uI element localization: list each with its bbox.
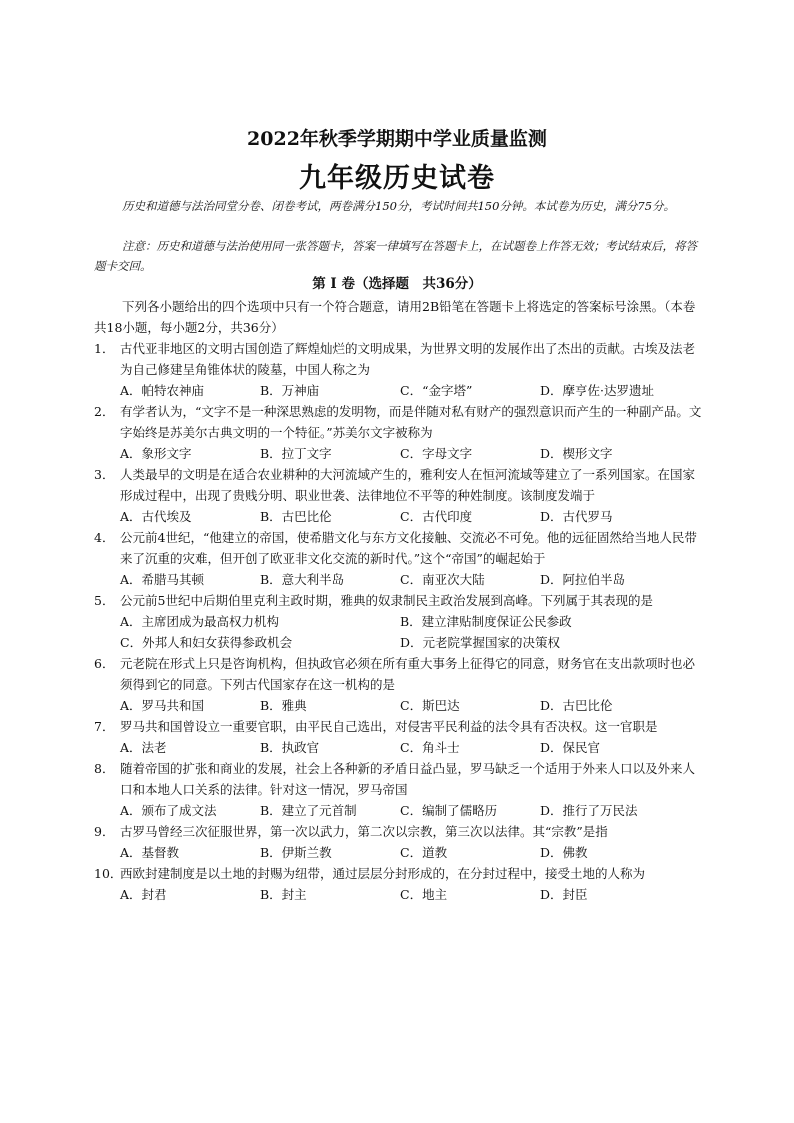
option-b: B．意大利半岛 — [260, 572, 345, 587]
option-row — [120, 443, 706, 464]
option-a: A．法老 — [120, 740, 167, 755]
question-text: 公元前4世纪，“他建立的帝国，使希腊文化与东方文化接触、交流必不可免。他的远征固然给当地人民带来了沉重的灾难，但开创了欧亚非文化交流的新时代。”这个“帝国”的崛起始于 — [120, 530, 697, 566]
option-a: A．古代埃及 — [120, 509, 192, 524]
option-row — [120, 884, 706, 905]
option-a: A．封君 — [120, 887, 167, 902]
question-text: 公元前5世纪中后期伯里克利主政时期，雅典的奴隶制民主政治发展到高峰。下列属于其表现的是 — [120, 593, 653, 608]
option-c: C．古代印度 — [400, 509, 473, 524]
question-item — [94, 338, 706, 401]
option-b: B．万神庙 — [260, 383, 320, 398]
option-c: C．编制了儒略历 — [400, 803, 498, 818]
question-text: 罗马共和国曾设立一重要官职，由平民自己选出，对侵害平民利益的法令具有否决权。这一官职是 — [120, 719, 658, 734]
exam-subtitle: 九年级历史试卷 — [299, 163, 495, 194]
question-number: 4． — [94, 530, 115, 545]
option-d: D．楔形文字 — [540, 446, 613, 461]
question-number: 1． — [94, 341, 115, 356]
option-b: B．建立津贴制度保证公民参政 — [400, 614, 572, 629]
question-number: 3． — [94, 467, 115, 482]
question-number: 6． — [94, 656, 115, 671]
option-c: C．南亚次大陆 — [400, 572, 485, 587]
question-text: 古罗马曾经三次征服世界，第一次以武力，第二次以宗教，第三次以法律。其“宗教”是指 — [120, 824, 608, 839]
option-c: C．“金字塔” — [400, 383, 473, 398]
option-c: C．角斗士 — [400, 740, 460, 755]
option-c: C．外邦人和妇女获得参政机会 — [120, 635, 293, 650]
option-b: B．雅典 — [260, 698, 307, 713]
exam-note-attention: 注意：历史和道德与法治使用同一张答题卡，答案一律填写在答题卡上，在试题卷上作答无效；考试结束后，将答题卡交回。 — [94, 239, 697, 273]
option-c: C．道教 — [400, 845, 448, 860]
option-b: B．封主 — [260, 887, 307, 902]
option-d: D．元老院掌握国家的决策权 — [400, 635, 561, 650]
question-text: 西欧封建制度是以土地的封赐为纽带，通过层层分封形成的，在分封过程中，接受土地的人称为 — [120, 866, 646, 881]
question-item — [94, 401, 706, 464]
section-heading: 第 Ⅰ 卷（选择题 共36分） — [312, 276, 482, 292]
option-b: B．伊斯兰教 — [260, 845, 332, 860]
option-a: A．帕特农神庙 — [120, 383, 205, 398]
question-text: 古代亚非地区的文明古国创造了辉煌灿烂的文明成果，为世界文明的发展作出了杰出的贡献。古埃及法老为自己修建呈角锥体状的陵墓，中国人称之为 — [120, 341, 696, 377]
question-item — [94, 863, 706, 905]
option-b: B．执政官 — [260, 740, 320, 755]
question-item — [94, 464, 706, 527]
option-row — [120, 380, 706, 401]
option-row — [120, 695, 706, 716]
question-text: 元老院在形式上只是咨询机构，但执政官必须在所有重大事务上征得它的同意，财务官在支出款项时也必须得到它的同意。下列古代国家存在这一机构的是 — [120, 656, 696, 692]
option-d: D．阿拉伯半岛 — [540, 572, 626, 587]
option-a: A．象形文字 — [120, 446, 192, 461]
question-item — [94, 527, 706, 590]
question-number: 9． — [94, 824, 115, 839]
exam-note-scope: 历史和道德与法治同堂分卷、闭卷考试，两卷满分150分，考试时间共150分钟。本试卷为历史，满分75分。 — [122, 199, 676, 213]
option-a: A．颁布了成文法 — [120, 803, 217, 818]
option-b: B．古巴比伦 — [260, 509, 332, 524]
question-number: 7． — [94, 719, 115, 734]
option-d: D．古巴比伦 — [540, 698, 613, 713]
section-instruction: 下列各小题给出的四个选项中只有一个符合题意，请用2B铅笔在答题卡上将选定的答案标号涂黑。（本卷共18小题，每小题2分，共36分） — [94, 299, 696, 335]
question-list — [94, 338, 706, 905]
option-b: B．拉丁文字 — [260, 446, 332, 461]
option-a: A．罗马共和国 — [120, 698, 205, 713]
option-row — [120, 737, 706, 758]
question-number: 8． — [94, 761, 115, 776]
option-c: C．地主 — [400, 887, 448, 902]
question-text: 随着帝国的扩张和商业的发展，社会上各种新的矛盾日益凸显，罗马缺乏一个适用于外来人口以及外来人口和本地人口关系的法律。针对这一情况，罗马帝国 — [120, 761, 696, 797]
question-text: 有学者认为，“文字不是一种深思熟虑的发明物，而是伴随对私有财产的强烈意识而产生的一种副产品。文字始终是苏美尔古典文明的一个特征。”苏美尔文字被称为 — [120, 404, 702, 440]
question-item — [94, 653, 706, 716]
option-c: C．字母文字 — [400, 446, 473, 461]
option-b: B．建立了元首制 — [260, 803, 357, 818]
option-d: D．保民官 — [540, 740, 601, 755]
option-row — [120, 842, 706, 863]
option-d: D．摩亨佐·达罗遗址 — [540, 383, 654, 398]
option-d: D．推行了万民法 — [540, 803, 638, 818]
question-number: 10． — [94, 866, 123, 881]
option-d: D．佛教 — [540, 845, 588, 860]
option-c: C．斯巴达 — [400, 698, 460, 713]
question-number: 5． — [94, 593, 115, 608]
option-d: D．古代罗马 — [540, 509, 613, 524]
question-item — [94, 758, 706, 821]
option-row — [120, 800, 706, 821]
option-row — [120, 506, 706, 527]
option-a: A．主席团成为最高权力机构 — [120, 614, 280, 629]
question-number: 2． — [94, 404, 115, 419]
question-text: 人类最早的文明是在适合农业耕种的大河流域产生的，雅利安人在恒河流域等建立了一系列国家。在国家形成过程中，出现了贵贱分明、职业世袭、法律地位不平等的种姓制度。该制度发端于 — [120, 467, 696, 503]
exam-title: 2022年秋季学期期中学业质量监测 — [247, 128, 547, 150]
option-d: D．封臣 — [540, 887, 588, 902]
option-row — [120, 611, 706, 653]
option-a: A．希腊马其顿 — [120, 572, 205, 587]
question-item — [94, 716, 706, 758]
question-item — [94, 590, 706, 653]
option-a: A．基督教 — [120, 845, 180, 860]
question-item — [94, 821, 706, 863]
option-row — [120, 569, 706, 590]
